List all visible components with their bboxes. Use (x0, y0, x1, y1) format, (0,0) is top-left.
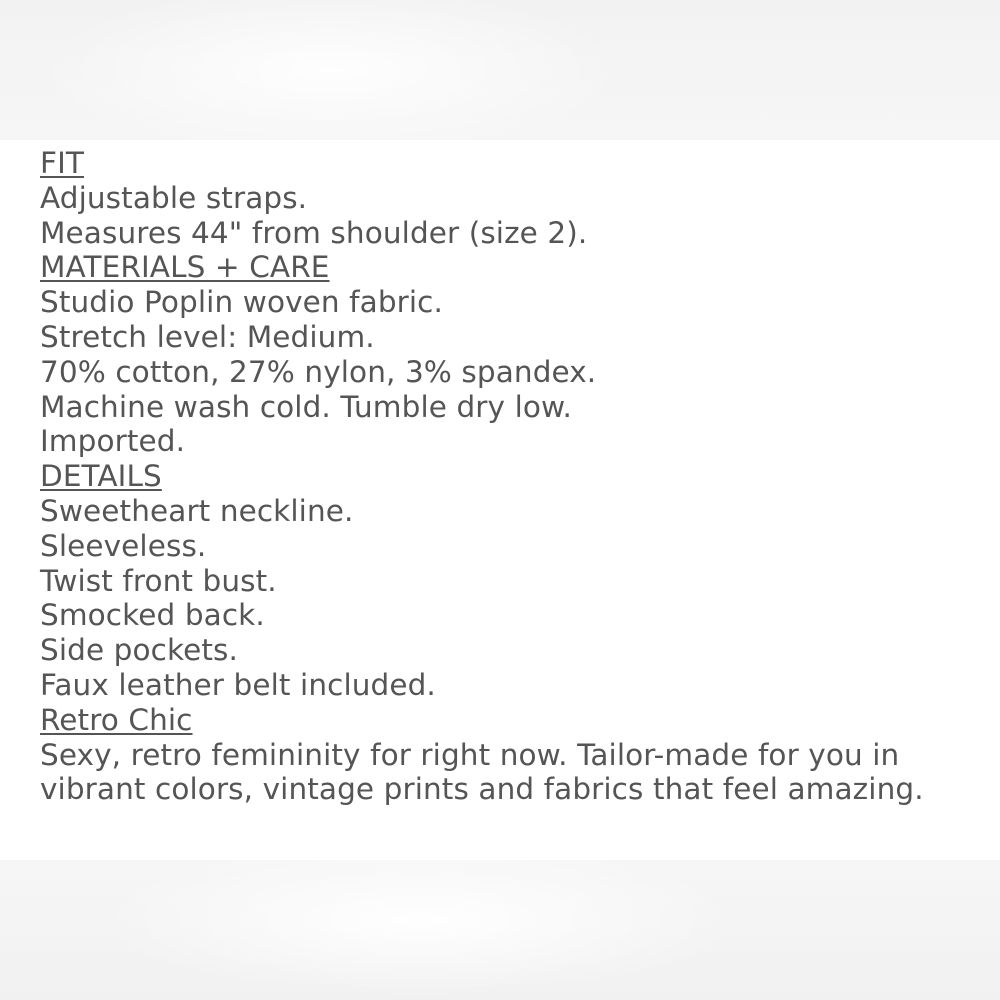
details-heading: DETAILS (40, 459, 162, 494)
bottom-background-highlight (0, 860, 1000, 1000)
details-line: Twist front bust. (40, 563, 277, 598)
details-line: Side pockets. (40, 633, 238, 668)
materials-care-heading: MATERIALS + CARE (40, 250, 330, 285)
details-line: Sleeveless. (40, 528, 207, 563)
materials-line: Studio Poplin woven fabric. (40, 285, 443, 320)
retro-chic-paragraph: Sexy, retro femininity for right now. Tailor-made for you in vibrant colors, vintage prints and fabrics that feel amazing. (40, 737, 924, 807)
fit-heading: FIT (40, 146, 84, 180)
materials-line: Imported. (40, 424, 186, 459)
materials-line: 70% cotton, 27% nylon, 3% spandex. (40, 354, 597, 389)
top-background-highlight (0, 0, 1000, 140)
materials-line: Stretch level: Medium. (40, 319, 375, 354)
retro-chic-heading: Retro Chic (40, 702, 193, 737)
details-line: Faux leather belt included. (40, 667, 436, 702)
materials-line: Machine wash cold. Tumble dry low. (40, 389, 573, 424)
product-description (40, 146, 960, 807)
fit-line: Adjustable straps. (40, 180, 308, 215)
details-line: Smocked back. (40, 598, 265, 633)
details-line: Sweetheart neckline. (40, 493, 354, 528)
fit-line: Measures 44" from shoulder (size 2). (40, 215, 588, 250)
